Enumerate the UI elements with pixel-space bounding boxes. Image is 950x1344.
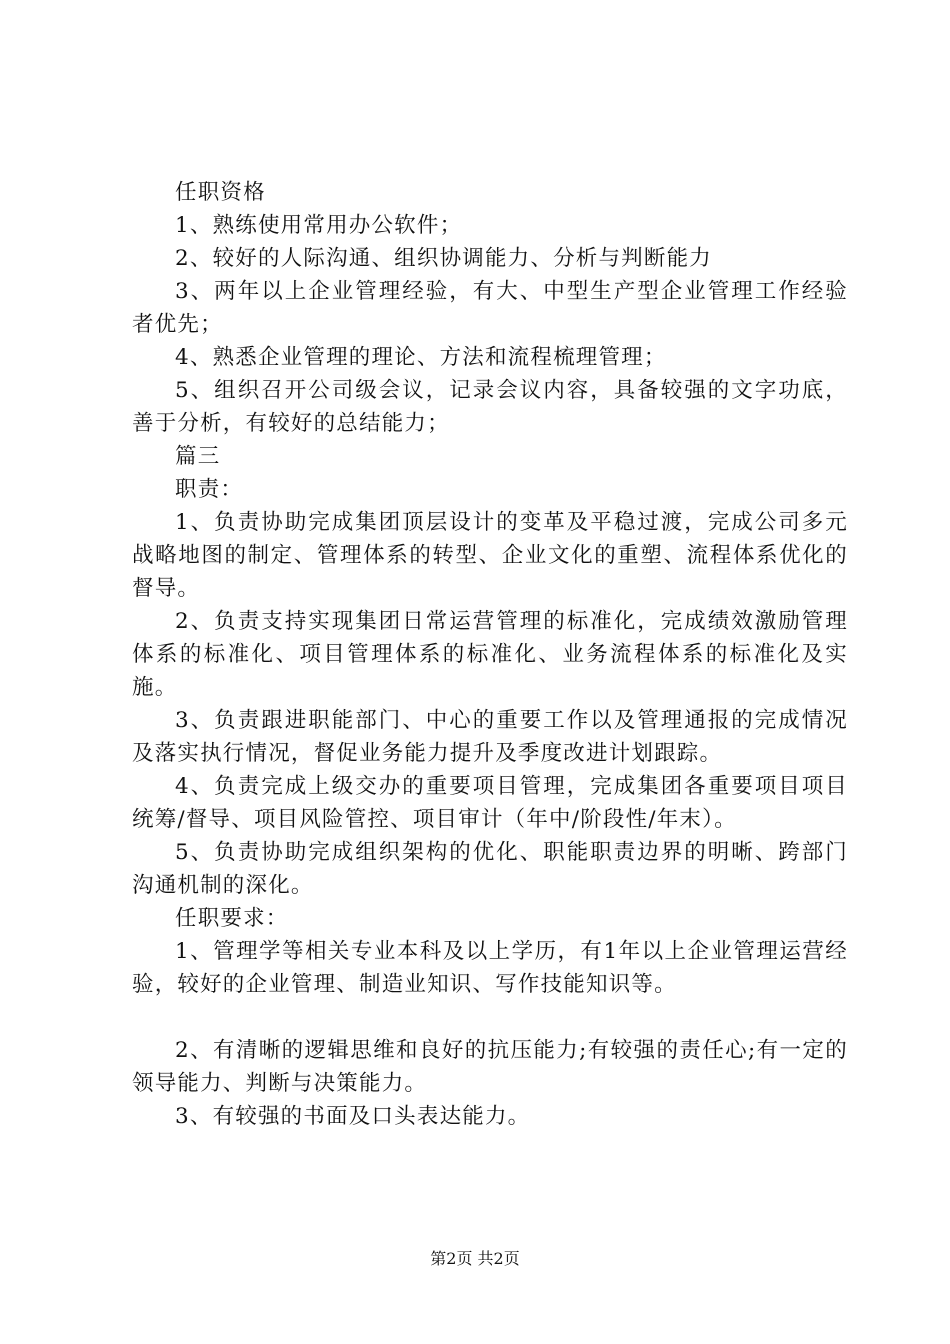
paragraph: 3、两年以上企业管理经验，有大、中型生产型企业管理工作经验者优先； — [132, 279, 848, 337]
paragraph: 5、组织召开公司级会议，记录会议内容，具备较强的文字功底，善于分析，有较好的总结能力； — [132, 378, 848, 436]
paragraph: 4、负责完成上级交办的重要项目管理，完成集团各重要项目项目统筹/督导、项目风险管控、项目审计（年中/阶段性/年末）。 — [132, 774, 848, 832]
section-heading-qualifications: 任职资格 — [175, 180, 266, 205]
paragraph: 3、有较强的书面及口头表达能力。 — [175, 1104, 531, 1129]
document-body — [132, 176, 848, 1133]
paragraph: 2、有清晰的逻辑思维和良好的抗压能力;有较强的责任心;有一定的领导能力、判断与决策能力。 — [132, 1038, 848, 1096]
paragraph: 1、管理学等相关专业本科及以上学历，有1年以上企业管理运营经验，较好的企业管理、制造业知识、写作技能知识等。 — [132, 939, 848, 997]
paragraph: 1、负责协助完成集团顶层设计的变革及平稳过渡，完成公司多元战略地图的制定、管理体系的转型、企业文化的重塑、流程体系优化的督导。 — [132, 510, 848, 601]
paragraph: 2、负责支持实现集团日常运营管理的标准化，完成绩效激励管理体系的标准化、项目管理体系的标准化、业务流程体系的标准化及实施。 — [132, 609, 848, 700]
paragraph: 5、负责协助完成组织架构的优化、职能职责边界的明晰、跨部门沟通机制的深化。 — [132, 840, 848, 898]
paragraph: 2、较好的人际沟通、组织协调能力、分析与判断能力 — [175, 246, 712, 271]
page-footer: 第2页 共2页 — [430, 1249, 520, 1268]
section-heading-requirements: 任职要求： — [175, 906, 289, 931]
section-heading-duties: 职责： — [175, 477, 244, 502]
paragraph: 4、熟悉企业管理的理论、方法和流程梳理管理； — [175, 345, 667, 370]
section-heading-part-three: 篇三 — [175, 444, 221, 469]
blank-line — [132, 1001, 848, 1034]
paragraph: 3、负责跟进职能部门、中心的重要工作以及管理通报的完成情况及落实执行情况，督促业务能力提升及季度改进计划跟踪。 — [132, 708, 848, 766]
paragraph: 1、熟练使用常用办公软件； — [175, 213, 463, 238]
